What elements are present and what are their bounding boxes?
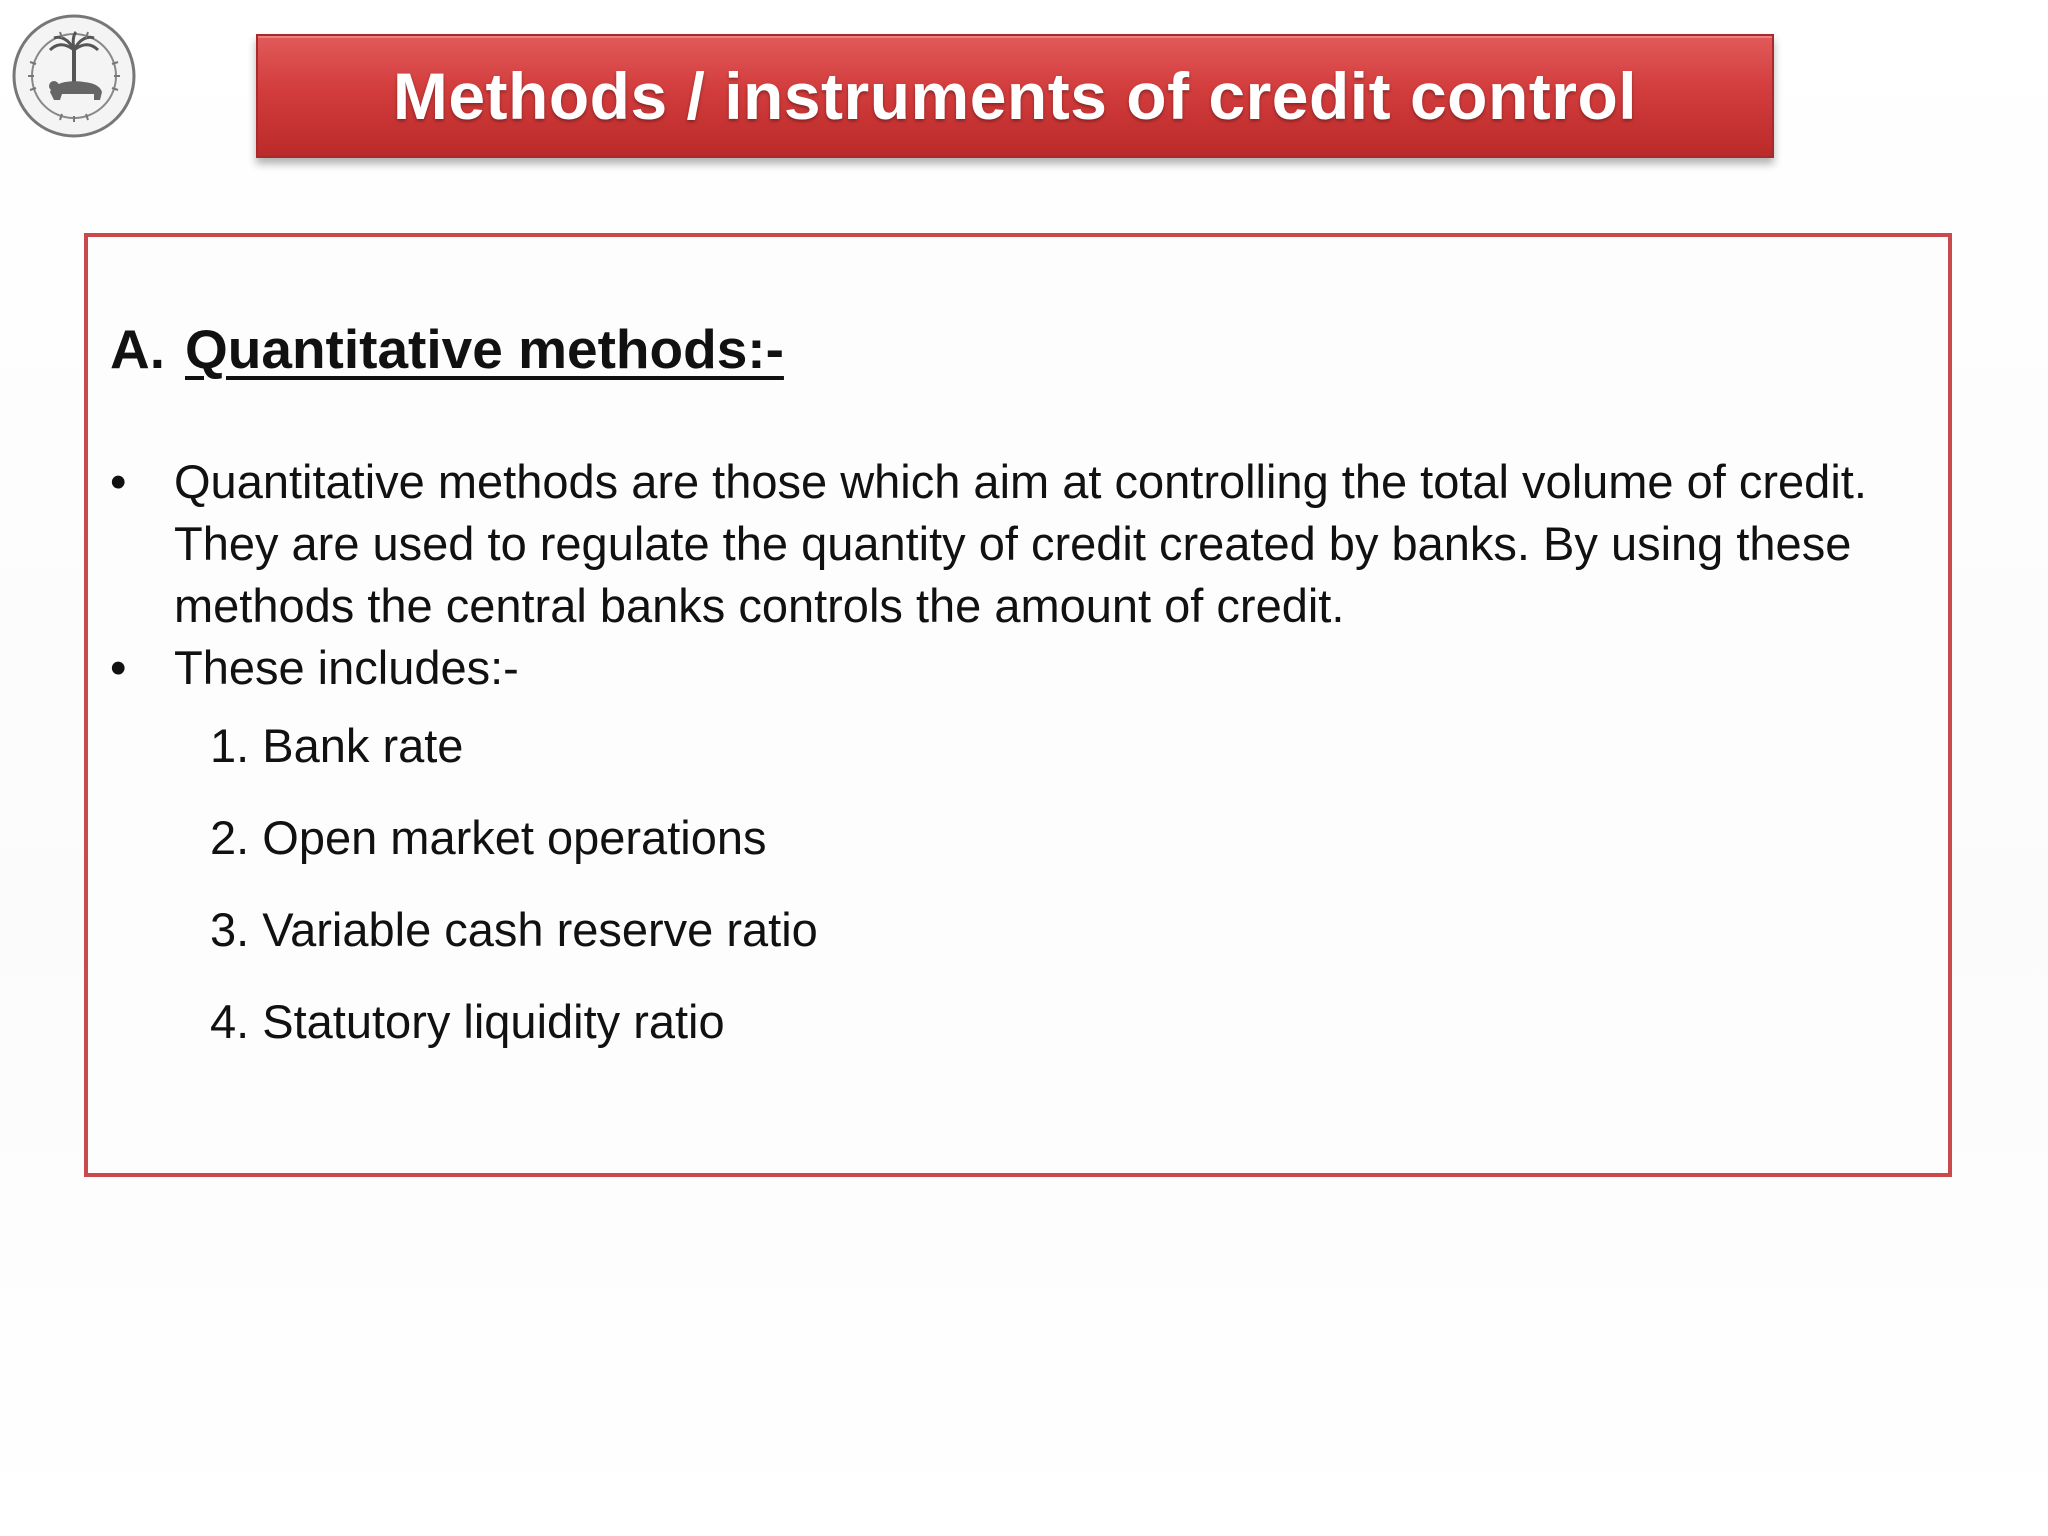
bullet-icon: • — [110, 641, 127, 694]
list-item-statutory-liquidity-ratio: 4. Statutory liquidity ratio — [210, 995, 725, 1048]
bullet-text: These includes:- — [174, 641, 519, 694]
list-item-variable-cash-reserve-ratio: 3. Variable cash reserve ratio — [210, 903, 818, 956]
section-heading-text: Quantitative methods:- — [185, 318, 784, 380]
page-title: Methods / instruments of credit control — [392, 59, 1638, 133]
title-banner — [256, 34, 1774, 158]
bullet-list — [110, 451, 1910, 699]
numbered-list — [210, 715, 818, 1083]
section-prefix: A. — [110, 318, 165, 380]
bullet-text: Quantitative methods are those which aim at controlling the total volume of credit. They are used to regulate the quantity of credit created by banks. By using these methods the central banks controls the amount of credit. — [174, 455, 1867, 632]
rbi-emblem-seal-icon — [10, 12, 138, 140]
bullet-icon: • — [110, 455, 127, 508]
list-item-open-market-operations: 2. Open market operations — [210, 811, 767, 864]
bullet-item — [110, 637, 1910, 699]
list-item-bank-rate: 1. Bank rate — [210, 719, 464, 772]
section-heading — [110, 317, 784, 381]
bullet-item — [110, 451, 1910, 637]
content-box — [84, 233, 1952, 1177]
